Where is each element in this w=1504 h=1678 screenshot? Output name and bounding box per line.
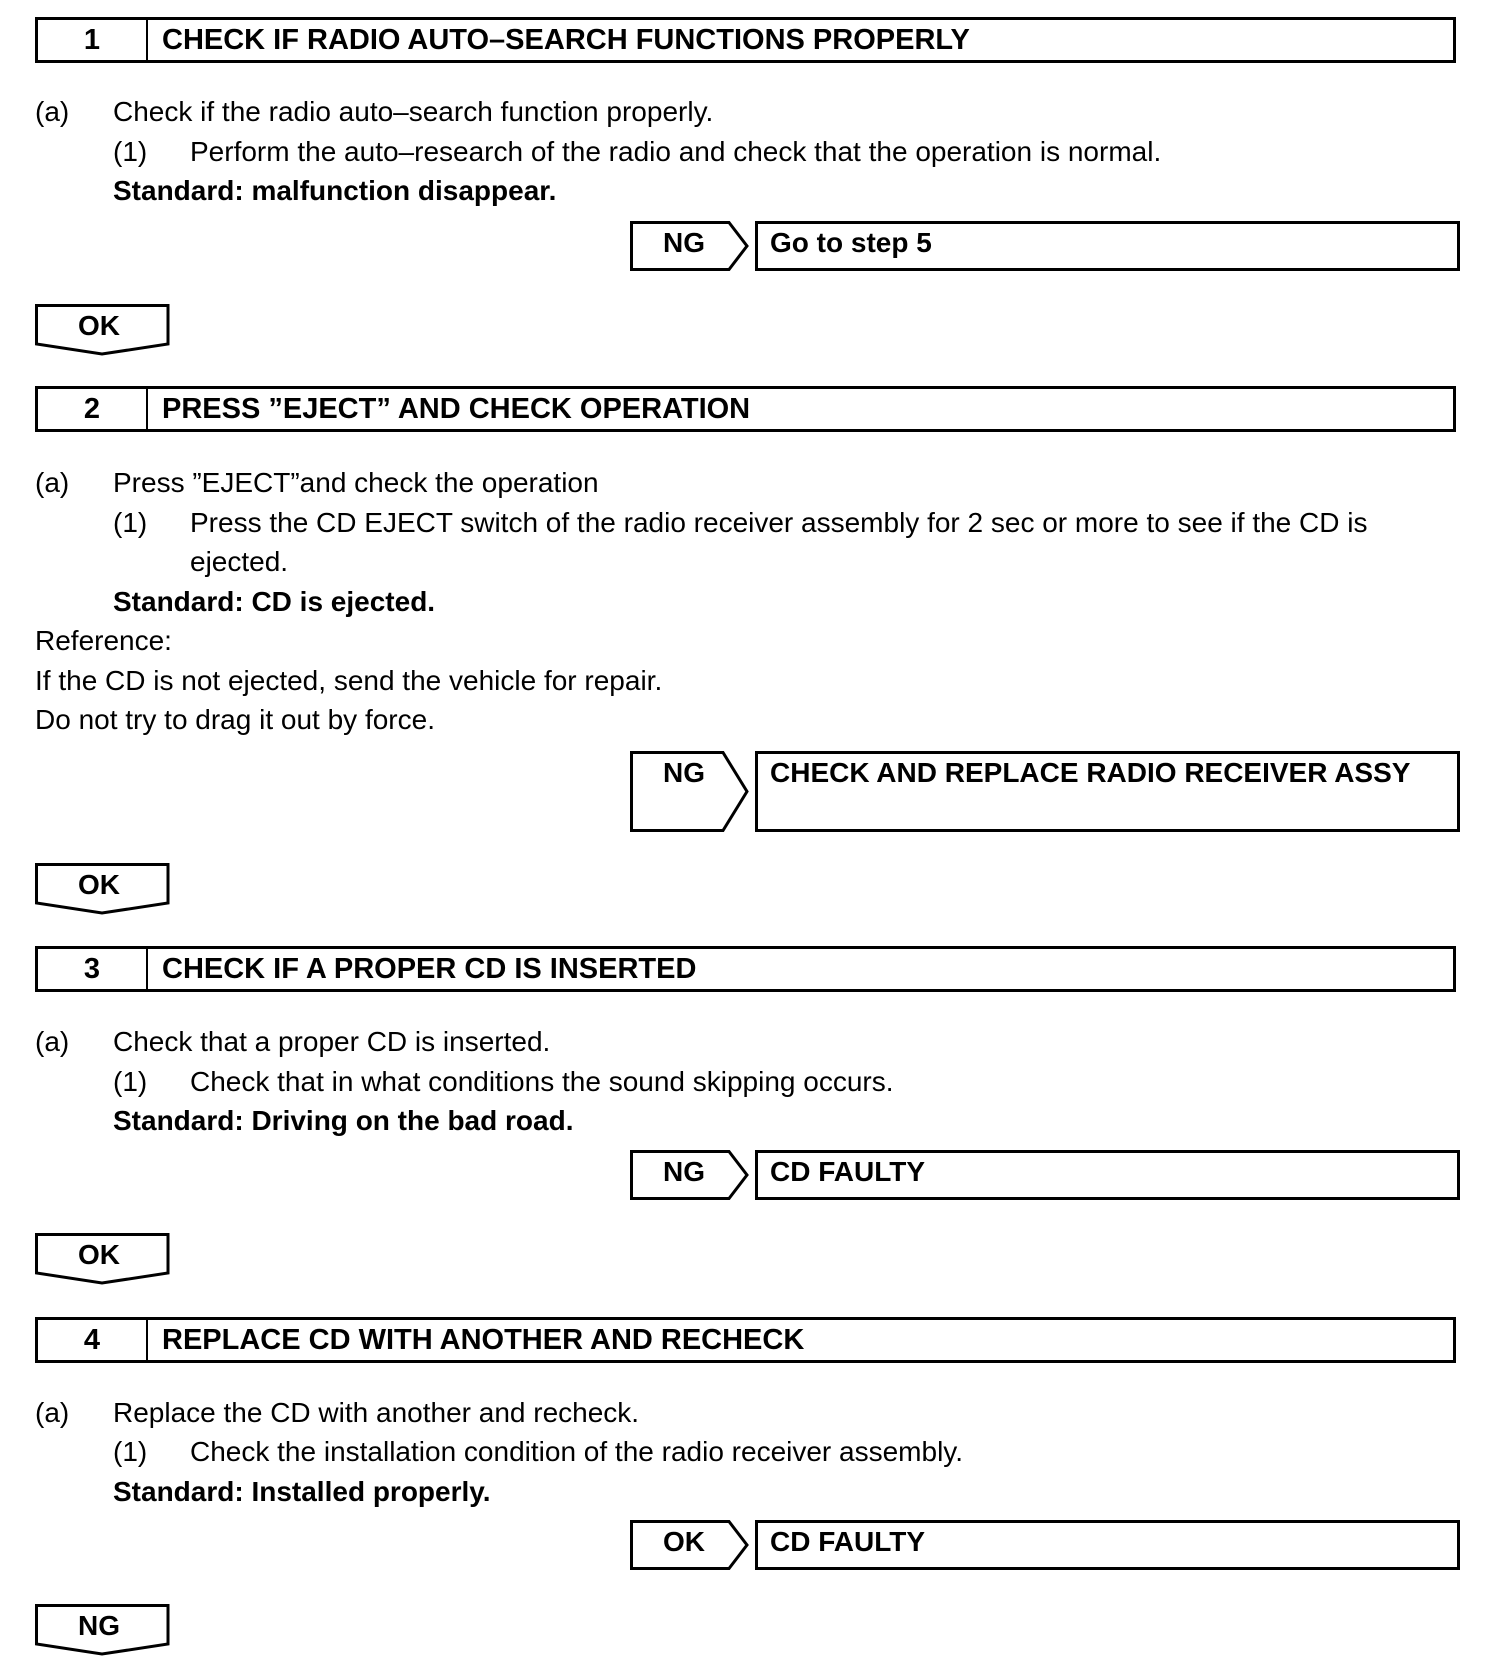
subitem-text-continued: ejected. [190,546,289,577]
ng-branch-arrow [630,1150,750,1200]
step-title: REPLACE CD WITH ANOTHER AND RECHECK [162,1324,805,1356]
step-4-header [35,1317,1456,1363]
continue-label: OK [78,1239,120,1270]
branch-label: NG [663,1156,705,1187]
item-text: Check if the radio auto–search function properly. [113,96,714,127]
branch-label: NG [663,757,705,788]
step-title: CHECK IF A PROPER CD IS INSERTED [162,953,697,985]
step-number: 3 [38,949,148,989]
subitem-text: Check that in what conditions the sound skipping occurs. [190,1066,894,1097]
branch-label: OK [663,1526,705,1557]
reference-text: Do not try to drag it out by force. [35,704,435,735]
ng-branch-arrow [630,751,750,832]
reference-heading: Reference: [35,625,172,656]
item-text: Check that a proper CD is inserted. [113,1026,551,1057]
step-number: 4 [38,1320,148,1360]
item-label: (a) [35,1026,70,1057]
step-2-header [35,386,1456,432]
standard-text: Standard: malfunction disappear. [113,175,557,206]
ok-continue-arrow [35,1233,171,1285]
ok-branch-arrow [630,1520,750,1570]
ok-continue-arrow [35,304,171,356]
subitem-text: Press the CD EJECT switch of the radio receiver assembly for 2 sec or more to see if the CD is [190,507,1368,538]
ng-branch-arrow [630,221,750,271]
step-title: PRESS ”EJECT” AND CHECK OPERATION [162,393,751,425]
step-1-header [35,17,1456,63]
continue-label: NG [78,1610,120,1641]
item-label: (a) [35,96,70,127]
subitem-label: (1) [113,136,148,167]
item-text: Press ”EJECT”and check the operation [113,467,599,498]
continue-label: OK [78,869,120,900]
subitem-label: (1) [113,1436,148,1467]
subitem-text: Perform the auto–research of the radio and check that the operation is normal. [190,136,1162,167]
standard-text: Standard: Installed properly. [113,1476,491,1507]
branch-label: NG [663,227,705,258]
step-title: CHECK IF RADIO AUTO–SEARCH FUNCTIONS PROPERLY [162,24,970,56]
item-label: (a) [35,1397,70,1428]
step-number: 2 [38,389,148,429]
subitem-label: (1) [113,507,148,538]
branch-result: Go to step 5 [755,221,1460,271]
item-label: (a) [35,467,70,498]
standard-text: Standard: Driving on the bad road. [113,1105,574,1136]
reference-text: If the CD is not ejected, send the vehicle for repair. [35,665,663,696]
item-text: Replace the CD with another and recheck. [113,1397,640,1428]
standard-text: Standard: CD is ejected. [113,586,436,617]
branch-result: CD FAULTY [755,1150,1460,1200]
continue-label: OK [78,310,120,341]
step-number: 1 [38,20,148,60]
ok-continue-arrow [35,863,171,915]
ng-continue-arrow [35,1604,171,1656]
step-3-header [35,946,1456,992]
subitem-label: (1) [113,1066,148,1097]
subitem-text: Check the installation condition of the radio receiver assembly. [190,1436,963,1467]
branch-result: CD FAULTY [755,1520,1460,1570]
branch-result: CHECK AND REPLACE RADIO RECEIVER ASSY [755,751,1460,832]
